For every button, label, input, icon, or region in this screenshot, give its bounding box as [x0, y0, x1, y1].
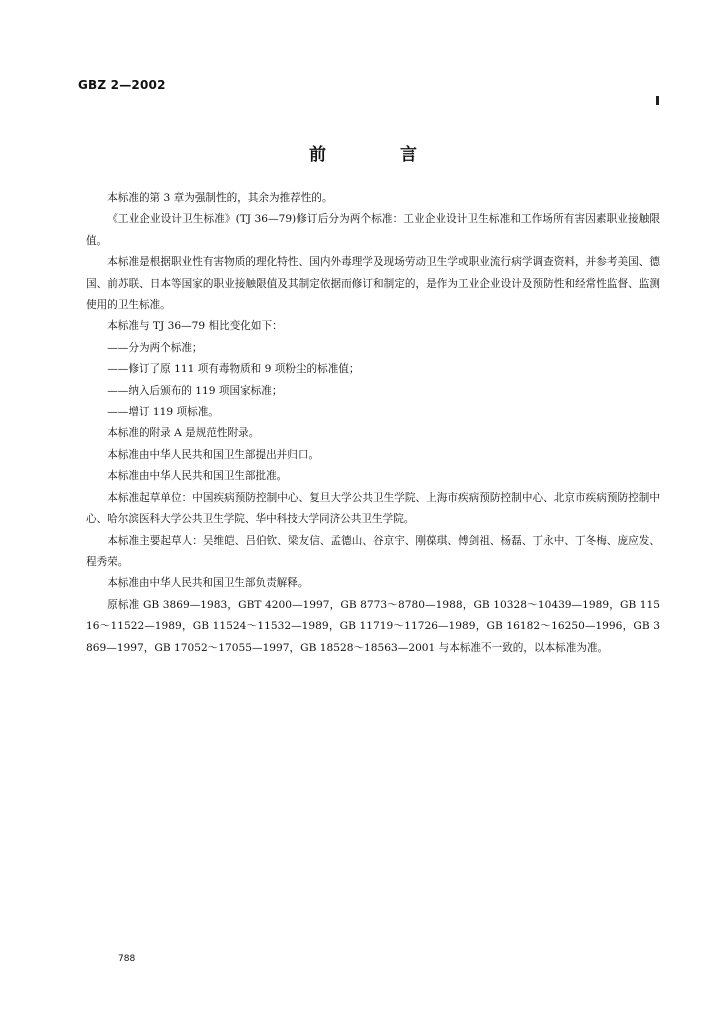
paragraph-superseded-standards: 原标准 GB 3869—1983，GBT 4200—1997，GB 8773～8780—1988，GB 10328～10439—1989，GB 11516～11522—1989，GB 11524～11532—1989，GB 11719～11726—1989，GB 16182～16250—1996，GB 3869—1997，GB 17052～17055—1997，GB 18528～18563—2001 与本标准不一致的，以本标准为准。 [86, 598, 660, 654]
paragraph-proposer: 本标准由中华人民共和国卫生部提出并归口。 [107, 448, 320, 461]
paragraph-revision-split: 《工业企业设计卫生标准》(TJ 36—79)修订后分为两个标准：工业企业设计卫生标准和工作场所有害因素职业接触限值。 [86, 213, 660, 247]
paragraph-drafting-units: 本标准起草单位：中国疾病预防控制中心、复旦大学公共卫生学院、上海市疾病预防控制中心、北京市疾病预防控制中心、哈尔滨医科大学公共卫生学院、华中科技大学同济公共卫生学院。 [86, 491, 660, 526]
list-item-change-4: ——增订 119 项标准。 [107, 406, 219, 419]
list-item-change-2: ——修订了原 111 项有毒物质和 9 项粉尘的标准值； [107, 363, 360, 376]
page-title: 前 言 [309, 145, 451, 165]
page-number: 788 [118, 954, 136, 964]
paragraph-annex: 本标准的附录 A 是规范性附录。 [107, 427, 260, 440]
foreword-body [86, 188, 660, 659]
paragraph-changes-intro: 本标准与 TJ 36—79 相比变化如下： [107, 320, 283, 333]
document-code: GBZ 2—2002 [78, 78, 166, 92]
paragraph-approver: 本标准由中华人民共和国卫生部批准。 [107, 470, 288, 483]
list-item-change-1: ——分为两个标准； [107, 341, 203, 354]
paragraph-interpretation: 本标准由中华人民共和国卫生部负责解释。 [107, 577, 309, 590]
paragraph-basis: 本标准是根据职业性有害物质的理化特性、国内外毒理学及现场劳动卫生学或职业流行病学调查资料，并参考美国、德国、前苏联、日本等国家的职业接触限值及其制定依据而修订和制定的，是作为工业企业设计及预防性和经常性监督、监测使用的卫生标准。 [86, 256, 660, 312]
paragraph-mandatory-chapter: 本标准的第 3 章为强制性的，其余为推荐性的。 [107, 192, 333, 204]
paragraph-drafters: 本标准主要起草人：吴维皑、吕伯钦、梁友信、孟德山、谷京宇、刚葆琪、傅剑祖、杨磊、丁永中、丁冬梅、庞应发、程秀荣。 [86, 534, 660, 568]
list-item-change-3: ——纳入后颁布的 119 项国家标准； [107, 384, 283, 397]
scan-mark [656, 96, 659, 105]
